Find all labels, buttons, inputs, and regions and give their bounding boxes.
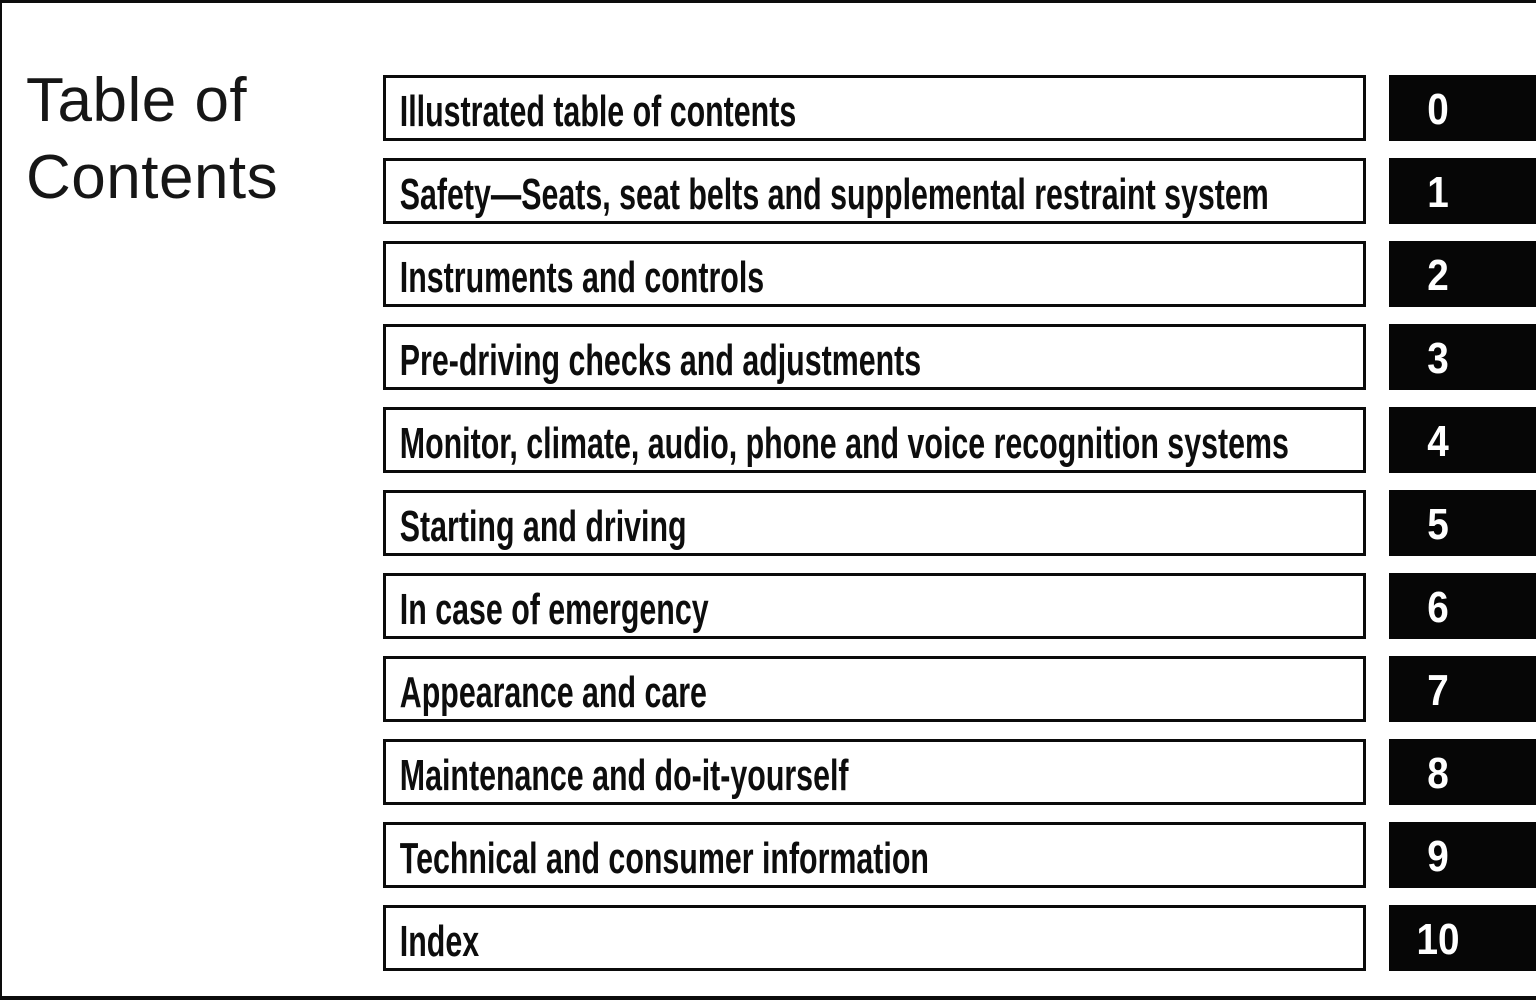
chapter-tab-number: 10	[1416, 915, 1460, 964]
toc-row-technical-consumer-info[interactable]	[383, 822, 1366, 888]
toc-row-label: Illustrated table of contents	[399, 87, 797, 136]
chapter-tab-number: 9	[1427, 832, 1449, 881]
chapter-tab-number: 0	[1427, 85, 1449, 134]
page-title-line-2: Contents	[26, 143, 279, 212]
toc-row-pre-driving-checks[interactable]	[383, 324, 1366, 390]
chapter-tab-number: 6	[1427, 583, 1449, 632]
chapter-tab-list	[1389, 75, 1536, 988]
page-title	[26, 62, 278, 216]
toc-row-starting-and-driving[interactable]	[383, 490, 1366, 556]
toc-row-appearance-and-care[interactable]	[383, 656, 1366, 722]
chapter-tab-2[interactable]	[1389, 241, 1536, 307]
chapter-tab-8[interactable]	[1389, 739, 1536, 805]
toc-row-label: Pre-driving checks and adjustments	[399, 336, 922, 385]
chapter-tab-number: 8	[1427, 749, 1449, 798]
toc-row-label: Monitor, climate, audio, phone and voice recognition systems	[399, 419, 1289, 468]
toc-row-monitor-climate-audio[interactable]	[383, 407, 1366, 473]
chapter-tab-number: 4	[1427, 417, 1449, 466]
chapter-tab-5[interactable]	[1389, 490, 1536, 556]
chapter-tab-number: 3	[1427, 334, 1449, 383]
chapter-tab-number: 5	[1427, 500, 1449, 549]
toc-row-label: Starting and driving	[399, 502, 687, 551]
chapter-tab-0[interactable]	[1389, 75, 1536, 141]
toc-row-label: Appearance and care	[399, 668, 707, 717]
chapter-tab-9[interactable]	[1389, 822, 1536, 888]
chapter-tab-6[interactable]	[1389, 573, 1536, 639]
chapter-tab-7[interactable]	[1389, 656, 1536, 722]
toc-row-label: In case of emergency	[399, 585, 709, 634]
chapter-tab-number: 2	[1427, 251, 1449, 300]
toc-row-label: Index	[399, 917, 480, 966]
toc-row-label: Maintenance and do-it-yourself	[399, 751, 849, 800]
chapter-tab-4[interactable]	[1389, 407, 1536, 473]
toc-row-maintenance-diy[interactable]	[383, 739, 1366, 805]
toc-row-index[interactable]	[383, 905, 1366, 971]
toc-row-illustrated-table-of-contents[interactable]	[383, 75, 1366, 141]
toc-row-safety[interactable]	[383, 158, 1366, 224]
toc-row-instruments-and-controls[interactable]	[383, 241, 1366, 307]
toc-row-label: Technical and consumer information	[399, 834, 929, 883]
toc-row-in-case-of-emergency[interactable]	[383, 573, 1366, 639]
chapter-tab-10[interactable]	[1389, 905, 1536, 971]
toc-row-label: Safety—Seats, seat belts and supplemental restraint system	[399, 170, 1269, 219]
chapter-tab-3[interactable]	[1389, 324, 1536, 390]
toc-row-label: Instruments and controls	[399, 253, 765, 302]
page-title-line-1: Table of	[26, 66, 248, 135]
toc-section-list	[383, 75, 1366, 988]
chapter-tab-1[interactable]	[1389, 158, 1536, 224]
chapter-tab-number: 1	[1427, 168, 1449, 217]
chapter-tab-number: 7	[1427, 666, 1449, 715]
